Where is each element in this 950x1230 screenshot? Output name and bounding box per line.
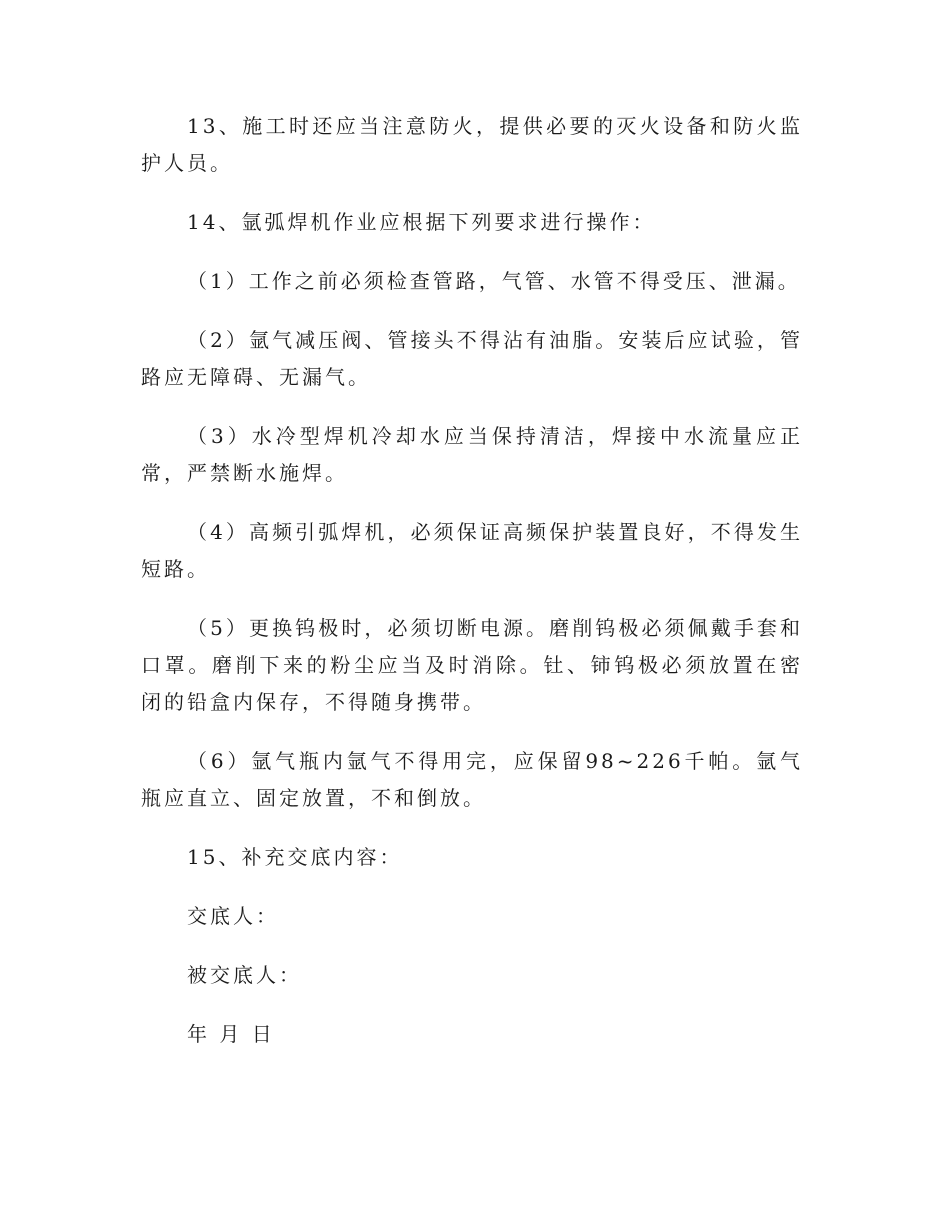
document-body <box>141 108 803 1075</box>
paragraph-14-item-3: （3）水冷型焊机冷却水应当保持清洁，焊接中水流量应正常，严禁断水施焊。 <box>141 424 803 485</box>
signature-briefer: 交底人： <box>187 904 279 928</box>
paragraph-14-argon-welder-heading: 14、氩弧焊机作业应根据下列要求进行操作： <box>187 210 656 234</box>
paragraph-14-item-1: （1）工作之前必须检查管路，气管、水管不得受压、泄漏。 <box>187 269 801 293</box>
paragraph-13-fire-prevention: 13、施工时还应当注意防火，提供必要的灭火设备和防火监护人员。 <box>141 114 803 175</box>
signature-recipient: 被交底人： <box>187 963 302 987</box>
paragraph-14-item-2: （2）氩气减压阀、管接头不得沾有油脂。安装后应试验，管路应无障碍、无漏气。 <box>141 328 803 389</box>
paragraph-14-item-5: （5）更换钨极时，必须切断电源。磨削钨极必须佩戴手套和口罩。磨削下来的粉尘应当及时消除。钍、铈钨极必须放置在密闭的铅盒内保存，不得随身携带。 <box>141 616 803 714</box>
signature-date: 年 月 日 <box>187 1022 275 1046</box>
paragraph-14-item-6: （6）氩气瓶内氩气不得用完，应保留98~226千帕。氩气瓶应直立、固定放置，不和倒放。 <box>141 749 803 810</box>
paragraph-14-item-4: （4）高频引弧焊机，必须保证高频保护装置良好，不得发生短路。 <box>141 520 803 581</box>
paragraph-15-supplementary: 15、补充交底内容： <box>187 845 403 869</box>
